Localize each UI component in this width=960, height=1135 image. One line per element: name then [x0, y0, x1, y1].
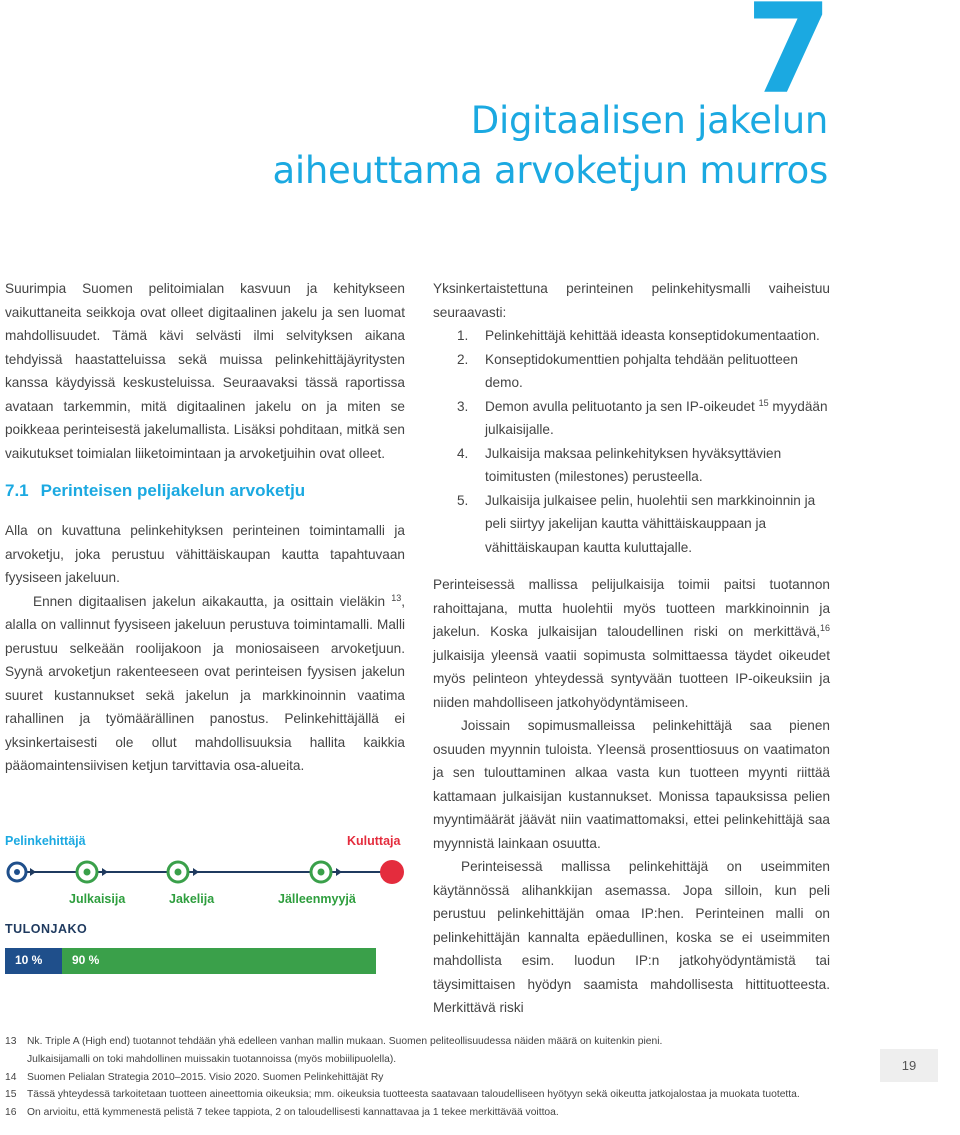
section-paragraph-1: Alla on kuvattuna pelinkehityksen perinteinen toimintamalli ja arvoketju, joka perustuu vähittäiskaupan kautta tapahtuvaan fyysiseen jakeluun. [5, 523, 405, 585]
developer-share-text: 10 % [15, 953, 43, 967]
list-item [433, 442, 830, 489]
rp1-text-b: julkaisija yleensä vaatii sopimusta solmittaessa täydet oikeudet myös pelinteon yhteydessä syntyvään tuotteen IP-oikeuksiin ja niiden mahdolliseen jatkohyödyntämiseen. [433, 647, 830, 710]
left-column [5, 277, 405, 778]
footnote-ref-15[interactable]: 15 [758, 397, 769, 408]
footnote-ref-13[interactable]: 13 [391, 592, 402, 603]
list-item [433, 348, 830, 395]
footnote [5, 1069, 865, 1087]
consumer-node [380, 860, 404, 884]
others-share-text: 90 % [72, 953, 100, 967]
value-chain-diagram [5, 832, 405, 982]
footnote-ref-16[interactable]: 16 [819, 623, 830, 633]
right-paragraph-2: Joissain sopimusmalleissa pelinkehittäjä saa pienen osuuden myynnin tuloista. Yleensä prosenttiosuus on vaatimaton ja sen tulouttaminen alkaa vasta kun tuotteen myynti riittää kattamaan julkaisijan kustannukset. Monissa tapauksissa pelien myyntimäärät jäävät niin vaatimattomaksi, ettei pelinkehittäjä saa myynnistä lainkaan osuutta. [433, 718, 830, 851]
distributor-node-dot [175, 869, 182, 876]
para2-text-b: , alalla on vallinnut fyysiseen jakeluun perustuva toimintamalli. Malli perustuu selkeään roolijakoon ja moniosaiseen arvoketjuun. Syynä arvoketjun rakenteeseen ovat perinteisen fyysisen jakelun suuret kustannukset sekä jakelun ja markkinoinnin vaatima rahallinen ja työmäärällinen panostus. Pelinkehittäjällä ei yksinkertaisesti ole ollut mahdollisuuksia hallita kaikkia pääomaintensiivisen ketjun tarvittavia osa-alueita. [5, 593, 405, 773]
footnote-text: Julkaisijamalli on toki mahdollinen muissakin tuotannoissa (myös mobiilipuolella). [27, 1053, 397, 1065]
retailer-node-dot [318, 869, 325, 876]
developer-share-bar [5, 948, 62, 974]
footnote-text: On arvioitu, että kymmenestä pelistä 7 tekee tappiota, 2 on taloudellisesti kannattavaa ja 1 tekee merkittävää voittoa. [27, 1107, 559, 1119]
section-title: Perinteisen pelijakelun arvoketju [40, 481, 306, 500]
list-item-number: 3. [457, 398, 469, 414]
chapter-title-line-2: aiheuttama arvoketjun murros [272, 149, 828, 192]
section-paragraph-2 [5, 590, 405, 778]
footnote [5, 1104, 865, 1122]
list-item [433, 489, 830, 560]
list-item [433, 324, 830, 348]
list-item-number: 5. [457, 492, 469, 508]
right-paragraph-1 [433, 573, 830, 714]
list-item-text: Konseptidokumenttien pohjalta tehdään pelituotteen demo. [485, 351, 798, 390]
right-column [433, 277, 830, 1020]
diagram-start-label: Pelinkehittäjä [5, 834, 86, 848]
footnotes [5, 1033, 865, 1122]
diagram-label-distributor: Jakelija [169, 892, 215, 906]
list-item-number: 4. [457, 445, 469, 461]
chapter-title [273, 96, 829, 196]
list-item-text: Julkaisija maksaa pelinkehityksen hyväksyttävien toimitusten (milestones) perusteella. [485, 445, 782, 484]
list-item-number: 2. [457, 351, 469, 367]
list-item-text-cont: myydään julkaisijalle. [485, 398, 828, 437]
page-number: 19 [880, 1049, 938, 1082]
intro-paragraph: Suurimpia Suomen pelitoimialan kasvuun ja kehitykseen vaikuttaneita seikkoja ovat olleet digitaalinen jakelu ja sen luomat mahdollisuudet. Tämä kävi selvästi ilmi selvityksen aikana tehdyissä haastatteluissa sekä muissa pelinkehittäjäyritysten kanssa käydyissä keskusteluissa. Seuraavaksi tässä raportissa avataan tarkemmin, mitä digitaalinen jakelu on ja miten se poikkeaa perinteisestä jakelumallista. Lisäksi pohditaan, mitkä sen vaikutukset toimialan liiketoimintaan ja arvoketjuihin ovat olleet. [5, 281, 405, 461]
section-number: 7.1 [5, 481, 29, 500]
diagram-end-label: Kuluttaja [347, 834, 401, 848]
list-item-text: Pelinkehittäjä kehittää ideasta konseptidokumentaation. [485, 328, 820, 343]
right-paragraph-3: Perinteisessä mallissa pelinkehittäjä on useimmiten käytännössä alihankkijan asemassa. Jopa silloin, kun peli perustuu pelinkehittäjän omaa IP:hen. Perinteinen malli on pelinkehittäjän kannalta epäedullinen, koska se ei useimmiten mahdollista esim. luodun IP:n jatkohyödyntämistä tai täysimittaisen hyödyn saamista mahdollisesta hittituotteesta. Merkittävä riski [433, 859, 830, 1015]
section-heading [5, 479, 405, 503]
footnote-text: Nk. Triple A (High end) tuotannot tehdään yhä edelleen vanhan mallin mukaan. Suomen peliteollisuudessa näiden määrä on kuitenkin pieni. [27, 1036, 663, 1047]
footnote-text: Tässä yhteydessä tarkoitetaan tuotteen aineettomia oikeuksia; mm. oikeuksia tuotteesta saatavaan taloudelliseen hyötyyn sekä oikeutta jatkojalostaa ja muokata tuotetta. [27, 1089, 800, 1101]
others-share-bar [62, 948, 376, 974]
list-item-text: Demon avulla pelituotanto ja sen IP-oikeudet [485, 398, 755, 414]
arrowhead [102, 868, 108, 876]
diagram-label-publisher: Julkaisija [69, 892, 126, 906]
footnote-number: 13 [5, 1036, 17, 1047]
arrowhead [30, 868, 36, 876]
chapter-title-line-1: Digitaalisen jakelun [470, 99, 828, 142]
arrowhead [336, 868, 342, 876]
steps-list [433, 324, 830, 559]
list-item-text: Julkaisija julkaisee pelin, huolehtii sen markkinoinnin ja peli siirtyy jakelijan kautta vähittäiskauppaan ja vähittäiskaupan kautta kuluttajalle. [485, 492, 816, 555]
footnote-text: Suomen Pelialan Strategia 2010–2015. Visio 2020. Suomen Pelinkehittäjät Ry [27, 1071, 384, 1083]
arrowhead [193, 868, 199, 876]
diagram-label-retailer: Jälleenmyyjä [278, 892, 356, 906]
footnote-number: 14 [5, 1071, 17, 1083]
publisher-node-dot [84, 869, 91, 876]
list-item [433, 395, 830, 442]
developer-node-dot [14, 869, 20, 875]
footnote [5, 1051, 865, 1069]
rp1-text-a: Perinteisessä mallissa pelijulkaisija toimii paitsi tuotannon rahoittajana, mutta huolehtii myös tuotteen markkinoinnin ja jakelun. Koska julkaisijan taloudellinen riski on merkittävä, [433, 577, 830, 639]
chapter-number: 7 [745, 0, 832, 122]
footnote-number: 16 [5, 1107, 17, 1119]
footnote-number: 15 [5, 1089, 17, 1101]
footnote [5, 1033, 865, 1051]
list-item-number: 1. [457, 328, 469, 343]
para2-text-a: Ennen digitaalisen jakelun aikakautta, ja osittain vieläkin [33, 593, 392, 609]
footnote [5, 1086, 865, 1104]
revenue-split-label: TULONJAKO [5, 922, 88, 936]
list-intro: Yksinkertaistettuna perinteinen pelinkehitysmalli vaiheistuu seuraavasti: [433, 281, 830, 320]
